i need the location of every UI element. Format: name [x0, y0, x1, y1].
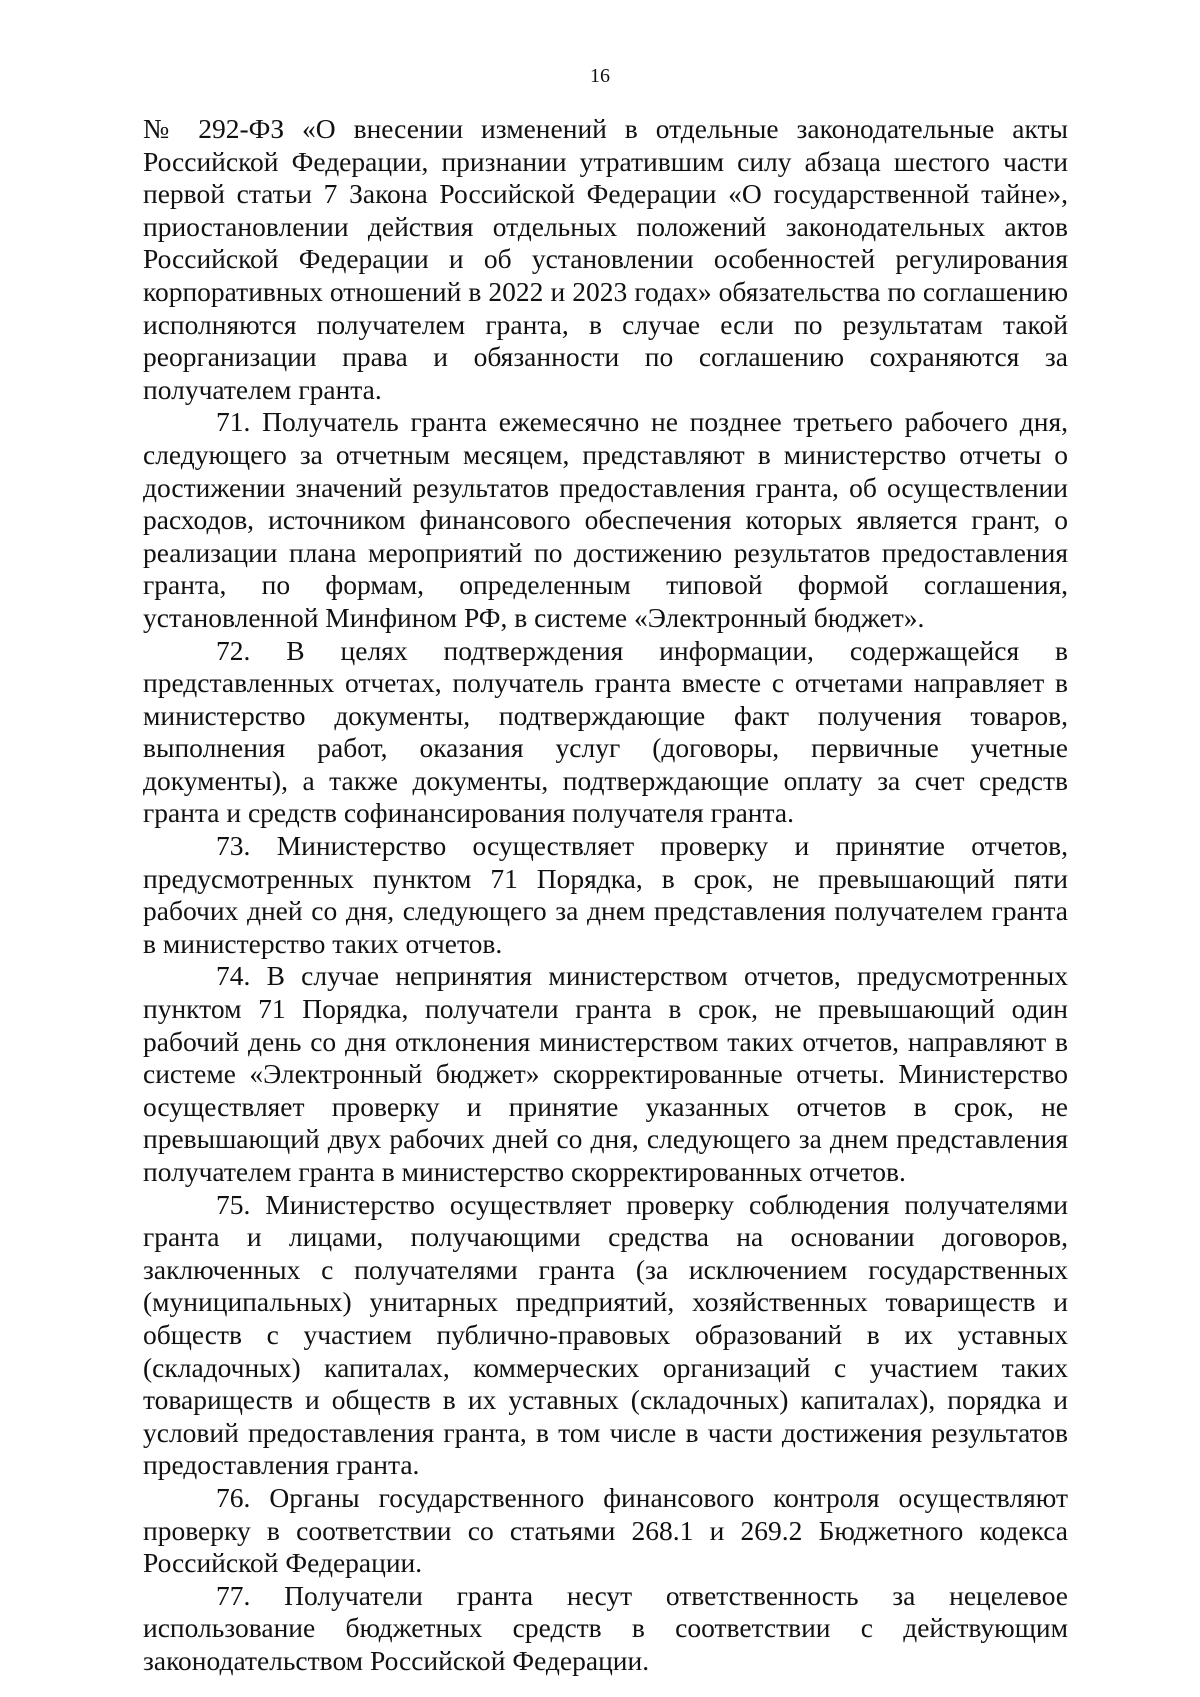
document-body — [143, 113, 1068, 1678]
paragraph-76: 76. Органы государственного финансового контроля осуществляют проверку в соответствии со статьями 268.1 и 269.2 Бюджетного кодекса Российской Федерации. — [143, 1481, 1068, 1579]
paragraph-77: 77. Получатели гранта несут ответственность за нецелевое использование бюджетных средств в соответствии с действующим законодательством Российской Федерации. — [143, 1579, 1068, 1676]
paragraph-continuation: № 292-ФЗ «О внесении изменений в отдельные законодательные акты Российской Федерации, признании утратившим силу абзаца шестого части первой статьи 7 Закона Российской Федерации «О государственной тайне», приостановлении действия отдельных положений законодательных актов Российской Федерации и об установлении особенностей регулирования корпоративных отношений в 2022 и 2023 годах» обязательства по соглашению исполняются получателем гранта, в случае если по результатам такой реорганизации права и обязанности по соглашению сохраняются за получателем гранта. — [143, 113, 1068, 405]
paragraph-74: 74. В случае непринятия министерством отчетов, предусмотренных пунктом 71 Порядка, получатели гранта в срок, не превышающий один рабочий день со дня отклонения министерством таких отчетов, направляют в системе «Электронный бюджет» скорректированные отчеты. Министерство осуществляет проверку и принятие указанных отчетов в срок, не превышающий двух рабочих дней со дня, следующего за днем представления получателем гранта в министерство скорректированных отчетов. — [143, 960, 1068, 1187]
paragraph-71: 71. Получатель гранта ежемесячно не позднее третьего рабочего дня, следующего за отчетным месяцем, представляют в министерство отчеты о достижении значений результатов предоставления гранта, об осуществлении расходов, источником финансового обеспечения которых является грант, о реализации плана мероприятий по достижению результатов предоставления гранта, по формам, определенным типовой формой соглашения, установленной Минфином РФ, в системе «Электронный бюджет». — [143, 406, 1068, 633]
paragraph-75: 75. Министерство осуществляет проверку соблюдения получателями гранта и лицами, получающими средства на основании договоров, заключенных с получателями гранта (за исключением государственных (муниципальных) унитарных предприятий, хозяйственных товариществ и обществ с участием публично-правовых образований в их уставных (складочных) капиталах, коммерческих организаций с участием таких товариществ и обществ в их уставных (складочных) капиталах), порядка и условий предоставления гранта, в том числе в части достижения результатов предоставления гранта. — [143, 1188, 1068, 1481]
page-number: 16 — [590, 65, 610, 87]
paragraph-73: 73. Министерство осуществляет проверку и принятие отчетов, предусмотренных пунктом 71 Порядка, в срок, не превышающий пяти рабочих дней со дня, следующего за днем представления получателем гранта в министерство таких отчетов. — [143, 830, 1068, 959]
paragraph-72: 72. В целях подтверждения информации, содержащейся в представленных отчетах, получатель гранта вместе с отчетами направляет в министерство документы, подтверждающие факт получения товаров, выполнения работ, оказания услуг (договоры, первичные учетные документы), а также документы, подтверждающие оплату за счет средств гранта и средств софинансирования получателя гранта. — [143, 634, 1068, 829]
